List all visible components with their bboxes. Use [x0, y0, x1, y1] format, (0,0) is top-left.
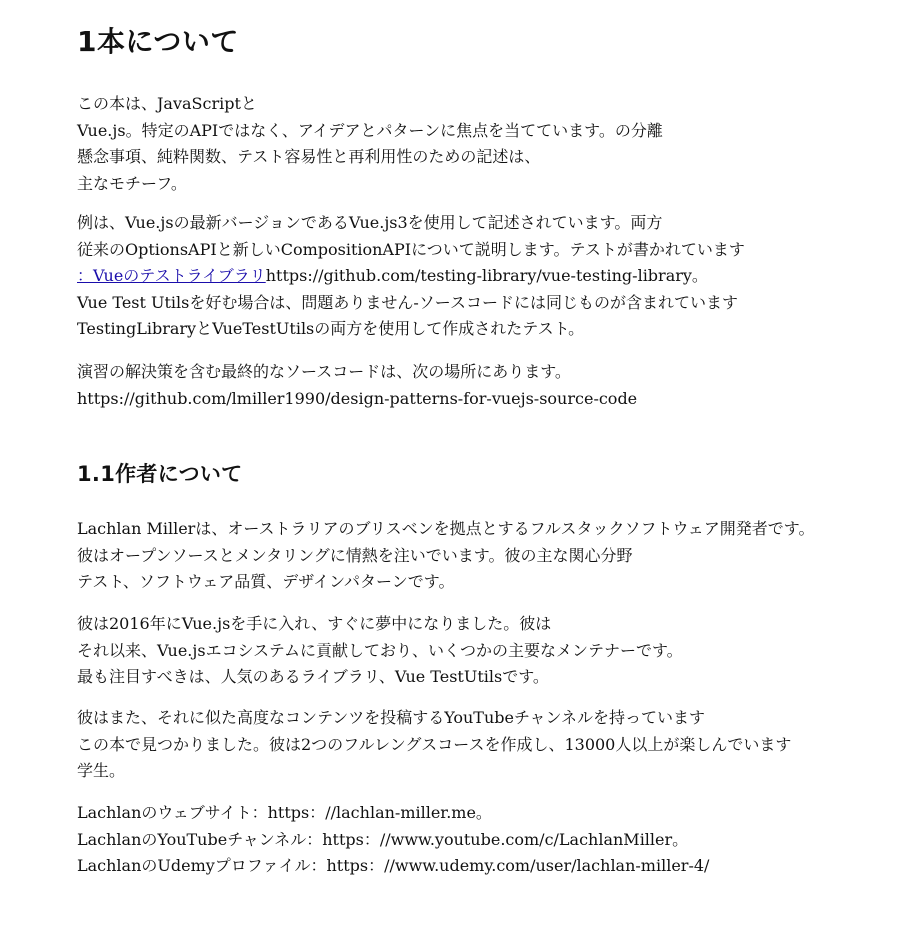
author-bio-paragraph: [77, 516, 815, 596]
vue-testing-library-link[interactable]: ：Vueのテストライブラリ: [77, 266, 266, 285]
text-line: 懸念事項、純粋関数、テスト容易性と再利用性のための記述は、: [77, 147, 541, 166]
link-trailing-text: https://github.com/testing-library/vue-testing-library。: [265, 266, 708, 285]
website-line: Lachlanのウェブサイト：https：//lachlan-miller.me。: [77, 803, 492, 822]
text-line: 最も注目すべきは、人気のあるライブラリ、Vue TestUtilsです。: [77, 667, 549, 686]
text-line: 従来のOptionsAPIと新しいCompositionAPIについて説明します。テストが書かれています: [77, 239, 745, 259]
author-vue-paragraph: [77, 611, 683, 691]
text-line: 演習の解決策を含む最終的なソースコードは、次の場所にあります。: [77, 362, 571, 381]
text-line: TestingLibraryとVueTestUtilsの両方を使用して作成されたテスト。: [77, 319, 585, 338]
examples-paragraph: [77, 210, 745, 343]
text-line: 主なモチーフ。: [77, 173, 187, 193]
text-line: 例は、Vue.jsの最新バージョンであるVue.js3を使用して記述されています。両方: [77, 213, 663, 232]
text-line: 彼は2016年にVue.jsを手に入れ、すぐに夢中になりました。彼は: [77, 614, 552, 633]
text-line: この本で見つかりました。彼は2つのフルレングスコースを作成し、13000人以上が楽しんでいます: [77, 734, 792, 754]
source-code-paragraph: [77, 359, 637, 412]
chapter-title: 1本について: [77, 25, 239, 58]
text-line: 彼はオープンソースとメンタリングに情熱を注いでいます。彼の主な関心分野: [77, 545, 633, 565]
text-line: テスト、ソフトウェア品質、デザインパターンです。: [77, 572, 455, 591]
youtube-line: LachlanのYouTubeチャンネル：https：//www.youtube.com/c/LachlanMiller。: [77, 829, 689, 849]
udemy-line: LachlanのUdemyプロファイル：https：//www.udemy.com/user/lachlan-miller-4/: [77, 856, 710, 875]
source-code-url: https://github.com/lmiller1990/design-patterns-for-vuejs-source-code: [77, 388, 638, 408]
section-title: 1.1作者について: [77, 462, 243, 486]
text-line: Lachlan Millerは、オーストラリアのブリスベンを拠点とするフルスタックソフトウェア開発者です。: [77, 519, 815, 538]
text-line: Vue.js。特定のAPIではなく、アイデアとパターンに焦点を当てています。の分離: [77, 120, 663, 140]
text-line-with-link: [77, 263, 745, 290]
text-line: この本は、JavaScriptと: [77, 94, 257, 113]
text-line: それ以来、Vue.jsエコシステムに貢献しており、いくつかの主要なメンテナーです。: [77, 640, 683, 660]
intro-paragraph: [77, 91, 663, 197]
text-line: 彼はまた、それに似た高度なコンテンツを投稿するYouTubeチャンネルを持っています: [77, 708, 706, 727]
text-line: 学生。: [77, 761, 126, 780]
author-youtube-paragraph: [77, 705, 791, 785]
author-links-paragraph: [77, 800, 709, 880]
text-line: Vue Test Utilsを好む場合は、問題ありません-ソースコードには同じものが含まれています: [77, 292, 738, 312]
document-page: [77, 0, 917, 875]
